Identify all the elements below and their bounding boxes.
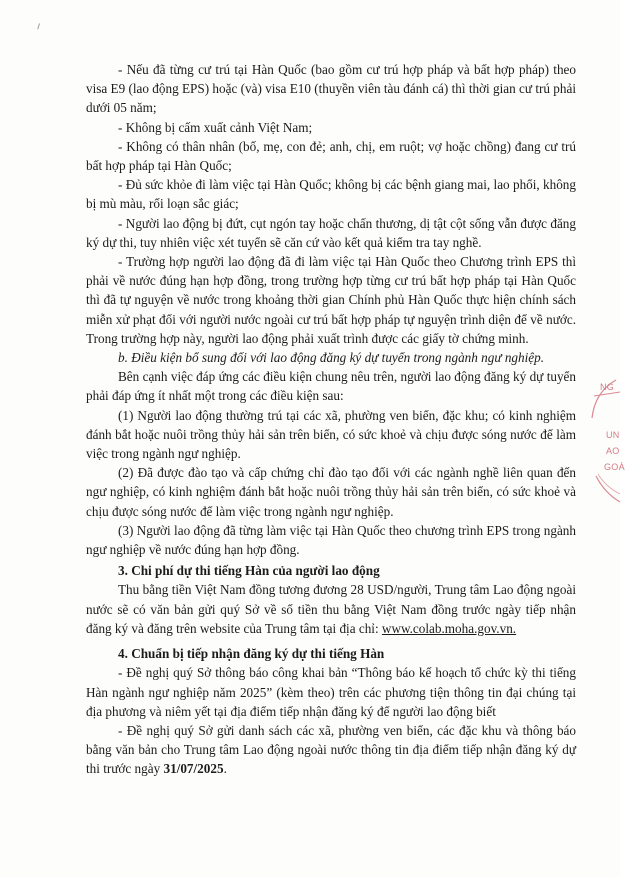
stamp-fragment	[586, 378, 625, 506]
paragraph: - Nếu đã từng cư trú tại Hàn Quốc (bao gồm cư trú hợp pháp và bất hợp pháp) theo visa E9 (lao động EPS) hoặc (và) visa E10 (thuyền viên tàu đánh cá) thì thời gian cư trú phải dưới 05 năm;	[86, 62, 576, 116]
stamp-text: GOÀ	[604, 462, 625, 472]
paragraph: - Không có thân nhân (bố, mẹ, con đẻ; anh, chị, em ruột; vợ hoặc chồng) đang cư trú bất hợp pháp tại Hàn Quốc;	[86, 138, 576, 174]
subheading-b: b. Điều kiện bổ sung đối với lao động đăng ký dự tuyển trong ngành ngư nghiệp.	[118, 350, 545, 366]
section-heading-3: 3. Chi phí dự thi tiếng Hàn của người lao động	[118, 563, 380, 579]
website-link[interactable]: www.colab.moha.gov.vn.	[381, 620, 517, 636]
stamp-text: NG	[600, 382, 615, 392]
deadline-date: 31/07/2025	[163, 761, 224, 777]
paragraph: - Đề nghị quý Sở thông báo công khai bản “Thông báo kế hoạch tổ chức kỳ thi tiếng Hàn ngành ngư nghiệp năm 2025” (kèm theo) trên các phương tiện thông tin đại chúng tại địa phương và niêm yết tại địa điểm tiếp nhận đăng ký để người lao động biết	[86, 665, 576, 719]
paragraph	[86, 721, 576, 779]
paragraph: - Không bị cấm xuất cảnh Việt Nam;	[118, 119, 313, 135]
condition-item-1: (1) Người lao động thường trú tại các xã, phường ven biển, đặc khu; có kinh nghiệm đánh bắt hoặc nuôi trồng thủy hải sản trên biển, có sức khoẻ và chịu được sóng nước để làm việc trong ngành ngư nghiệp.	[86, 407, 576, 462]
deadline-text: - Đề nghị quý Sở gửi danh sách các xã, phường ven biển, các đặc khu và thông báo bằng văn bản cho Trung tâm Lao động ngoài nước thông tin địa điểm tiếp nhận đăng ký dự thi trước ngày	[86, 722, 576, 777]
stamp-text: AO	[606, 446, 620, 456]
scan-mark	[37, 23, 44, 30]
document-body	[86, 60, 576, 779]
condition-item-3: (3) Người lao động đã từng làm việc tại Hàn Quốc theo chương trình EPS trong ngành ngư nghiệp về nước đúng hạn hợp đồng.	[86, 522, 576, 558]
section-heading-4: 4. Chuẩn bị tiếp nhận đăng ký dự thi tiếng Hàn	[118, 646, 385, 662]
fee-text: Thu bằng tiền Việt Nam đồng tương đương 28 USD/người, Trung tâm Lao động ngoài nước sẽ có văn bản gửi quý Sở về số tiền thu bằng Việt Nam đồng trước ngày tiếp nhận đăng ký và đăng trên website của Trung tâm tại địa chỉ:	[86, 582, 576, 636]
paragraph: - Trường hợp người lao động đã đi làm việc tại Hàn Quốc theo Chương trình EPS thì phải về nước đúng hạn hợp đồng, trong trường hợp từng cư trú bất hợp pháp tại Hàn Quốc thì đã tự nguyện về nước trong khoảng thời gian Chính phủ Hàn Quốc thực hiện chính sách miễn xử phạt đối với người nước ngoài cư trú bất hợp pháp tự nguyện trình diện để về nước. Trong trường hợp này, người lao động phải xuất trình được các giấy tờ chứng minh.	[86, 254, 576, 346]
condition-item-2: (2) Đã được đào tạo và cấp chứng chỉ đào tạo đối với các ngành nghề liên quan đến ngư nghiệp, có kinh nghiệm đánh bắt hoặc nuôi trồng thủy hải sản trên biển, có sức khoẻ và chịu được sóng nước để làm việc trong ngành ngư nghiệp.	[86, 465, 576, 519]
paragraph: Bên cạnh việc đáp ứng các điều kiện chung nêu trên, người lao động đăng ký dự tuyển phải đáp ứng ít nhất một trong các điều kiện sau:	[86, 369, 576, 404]
stamp-text: UN	[606, 430, 620, 440]
paragraph	[86, 580, 576, 638]
stamp-ring	[586, 378, 620, 506]
paragraph: - Đủ sức khỏe đi làm việc tại Hàn Quốc; không bị các bệnh giang mai, lao phổi, không bị mù màu, rối loạn sắc giác;	[86, 177, 576, 212]
deadline-end: .	[223, 761, 227, 777]
paragraph: - Người lao động bị đứt, cụt ngón tay hoặc chấn thương, dị tật cột sống vẫn được đăng ký dự thi, tuy nhiên việc xét tuyển sẽ căn cứ vào kết quả kiểm tra tay nghề.	[86, 215, 576, 250]
